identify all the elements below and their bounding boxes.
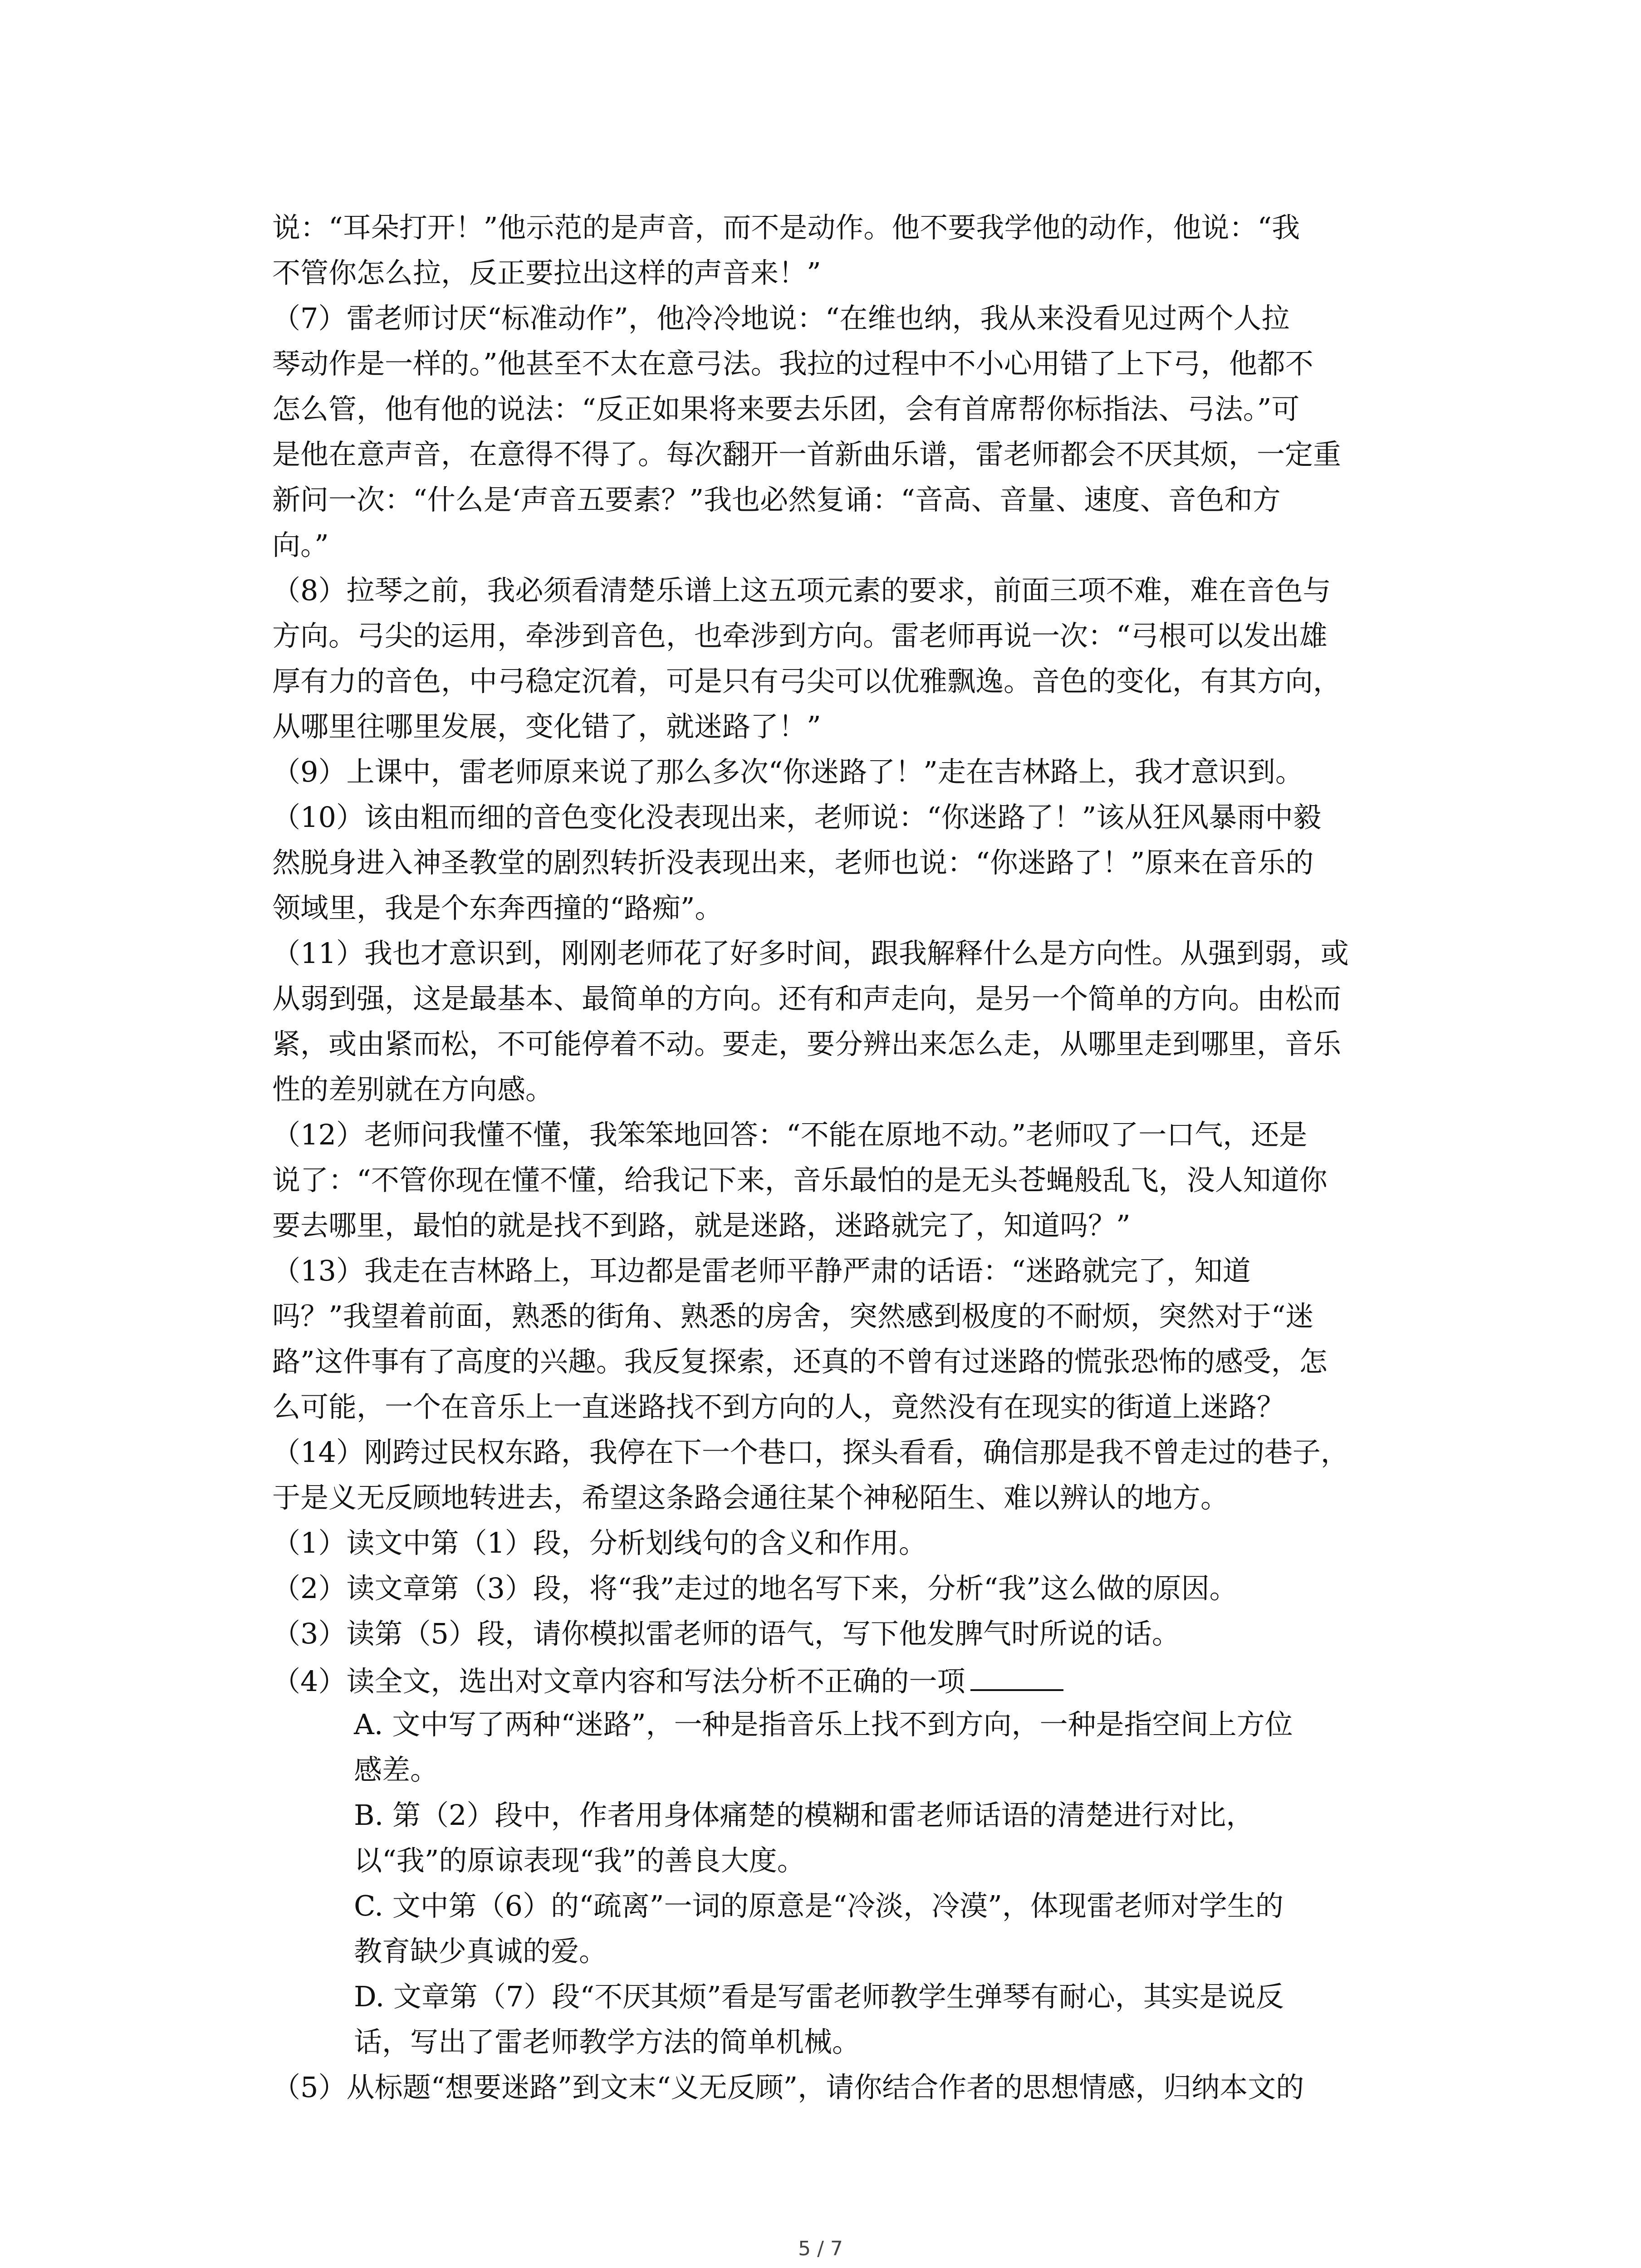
text-line: 紧，或由紧而松，不可能停着不动。要走，要分辨出来怎么走，从哪里走到哪里，音乐 xyxy=(272,1027,1342,1061)
text-line: 性的差别就在方向感。 xyxy=(272,1073,554,1106)
text-line: 说：“耳朵打开！”他示范的是声音，而不是动作。他不要我学他的动作，他说：“我 xyxy=(272,211,1300,244)
text-line: 方向。弓尖的运用，牵涉到音色，也牵涉到方向。雷老师再说一次：“弓根可以发出雄 xyxy=(272,619,1327,652)
text-line: 于是义无反顾地转进去，希望这条路会通往某个神秘陌生、难以辨认的地方。 xyxy=(272,1481,1229,1514)
text-line: （9）上课中，雷老师原来说了那么多次“你迷路了！”走在吉林路上，我才意识到。 xyxy=(272,755,1303,788)
option-line: 话，写出了雷老师教学方法的简单机械。 xyxy=(354,2025,861,2058)
text-line: 新问一次：“什么是‘声音五要素？”我也必然复诵：“音高、音量、速度、音色和方 xyxy=(272,483,1281,516)
option-line: 感差。 xyxy=(354,1753,439,1786)
text-line: 然脱身进入神圣教堂的剧烈转折没表现出来，老师也说：“你迷路了！”原来在音乐的 xyxy=(272,846,1314,879)
option-line: C. 文中第（6）的“疏离”一词的原意是“冷淡，冷漠”，体现雷老师对学生的 xyxy=(354,1889,1283,1922)
text-line: （8）拉琴之前，我必须看清楚乐谱上这五项元素的要求，前面三项不难，难在音色与 xyxy=(272,574,1331,607)
text-line: 路”这件事有了高度的兴趣。我反复探索，还真的不曾有过迷路的慌张恐怖的感受，怎 xyxy=(272,1345,1327,1378)
text-line: 琴动作是一样的。”他甚至不太在意弓法。我拉的过程中不小心用错了上下弓，他都不 xyxy=(272,347,1313,380)
text-line: （12）老师问我懂不懂，我笨笨地回答：“不能在原地不动。”老师叹了一口气，还是 xyxy=(272,1118,1308,1151)
text-line: （7）雷老师讨厌“标准动作”，他冷冷地说：“在维也纳，我从来没看见过两个人拉 xyxy=(272,302,1290,335)
text-line: 怎么管，他有他的说法：“反正如果将来要去乐团，会有首席帮你标指法、弓法。”可 xyxy=(272,392,1300,425)
text-line: （14）刚跨过民权东路，我停在下一个巷口，探头看看，确信那是我不曾走过的巷子， xyxy=(272,1436,1349,1469)
text-line: （10）该由粗而细的音色变化没表现出来，老师说：“你迷路了！”该从狂风暴雨中毅 xyxy=(272,801,1322,834)
text-line: 不管你怎么拉，反正要拉出这样的声音来！” xyxy=(272,256,821,289)
text-line: 说了：“不管你现在懂不懂，给我记下来，音乐最怕的是无头苍蝇般乱飞，没人知道你 xyxy=(272,1163,1327,1197)
question-line: （5）从标题“想要迷路”到文末“义无反顾”，请你结合作者的思想情感，归纳本文的 xyxy=(272,2071,1304,2104)
question-line: （3）读第（5）段，请你模拟雷老师的语气，写下他发脾气时所说的话。 xyxy=(272,1617,1180,1650)
answer-blank xyxy=(970,1661,1063,1691)
question-text: （4）读全文，选出对文章内容和写法分析不正确的一项 xyxy=(272,1665,965,1698)
option-line: B. 第（2）段中，作者用身体痛楚的模糊和雷老师话语的清楚进行对比， xyxy=(354,1799,1254,1832)
text-line: 是他在意声音，在意得不得了。每次翻开一首新曲乐谱，雷老师都会不厌其烦，一定重 xyxy=(272,438,1342,471)
text-line: 领域里，我是个东奔西撞的“路痴”。 xyxy=(272,891,723,924)
text-line: 要去哪里，最怕的就是找不到路，就是迷路，迷路就完了，知道吗？” xyxy=(272,1209,1131,1242)
option-line: A. 文中写了两种“迷路”，一种是指音乐上找不到方向，一种是指空间上方位 xyxy=(354,1708,1293,1741)
text-line: 么可能，一个在音乐上一直迷路找不到方向的人，竟然没有在现实的街道上迷路？ xyxy=(272,1390,1285,1423)
option-line: 教育缺少真诚的爱。 xyxy=(354,1935,607,1968)
question-line: （2）读文章第（3）段，将“我”走过的地名写下来，分析“我”这么做的原因。 xyxy=(272,1572,1238,1605)
text-line: （13）我走在吉林路上，耳边都是雷老师平静严肃的话语：“迷路就完了，知道 xyxy=(272,1254,1251,1287)
text-line: 吗？”我望着前面，熟悉的街角、熟悉的房舍，突然感到极度的不耐烦，突然对于“迷 xyxy=(272,1300,1314,1333)
text-line: 从弱到强，这是最基本、最简单的方向。还有和声走向，是另一个简单的方向。由松而 xyxy=(272,982,1342,1015)
question-line xyxy=(272,1661,1063,1700)
text-line: 从哪里往哪里发展，变化错了，就迷路了！” xyxy=(272,710,821,743)
text-line: 向。” xyxy=(272,528,329,562)
text-line: 厚有力的音色，中弓稳定沉着，可是只有弓尖可以优雅飘逸。音色的变化，有其方向， xyxy=(272,665,1342,698)
text-line: （11）我也才意识到，刚刚老师花了好多时间，跟我解释什么是方向性。从强到弱，或 xyxy=(272,937,1349,970)
page-number: 5 / 7 xyxy=(798,2237,843,2260)
option-line: 以“我”的原谅表现“我”的善良大度。 xyxy=(354,1844,805,1877)
question-line: （1）读文中第（1）段，分析划线句的含义和作用。 xyxy=(272,1526,927,1559)
option-line: D. 文章第（7）段“不厌其烦”看是写雷老师教学生弹琴有耐心，其实是说反 xyxy=(354,1980,1284,2013)
